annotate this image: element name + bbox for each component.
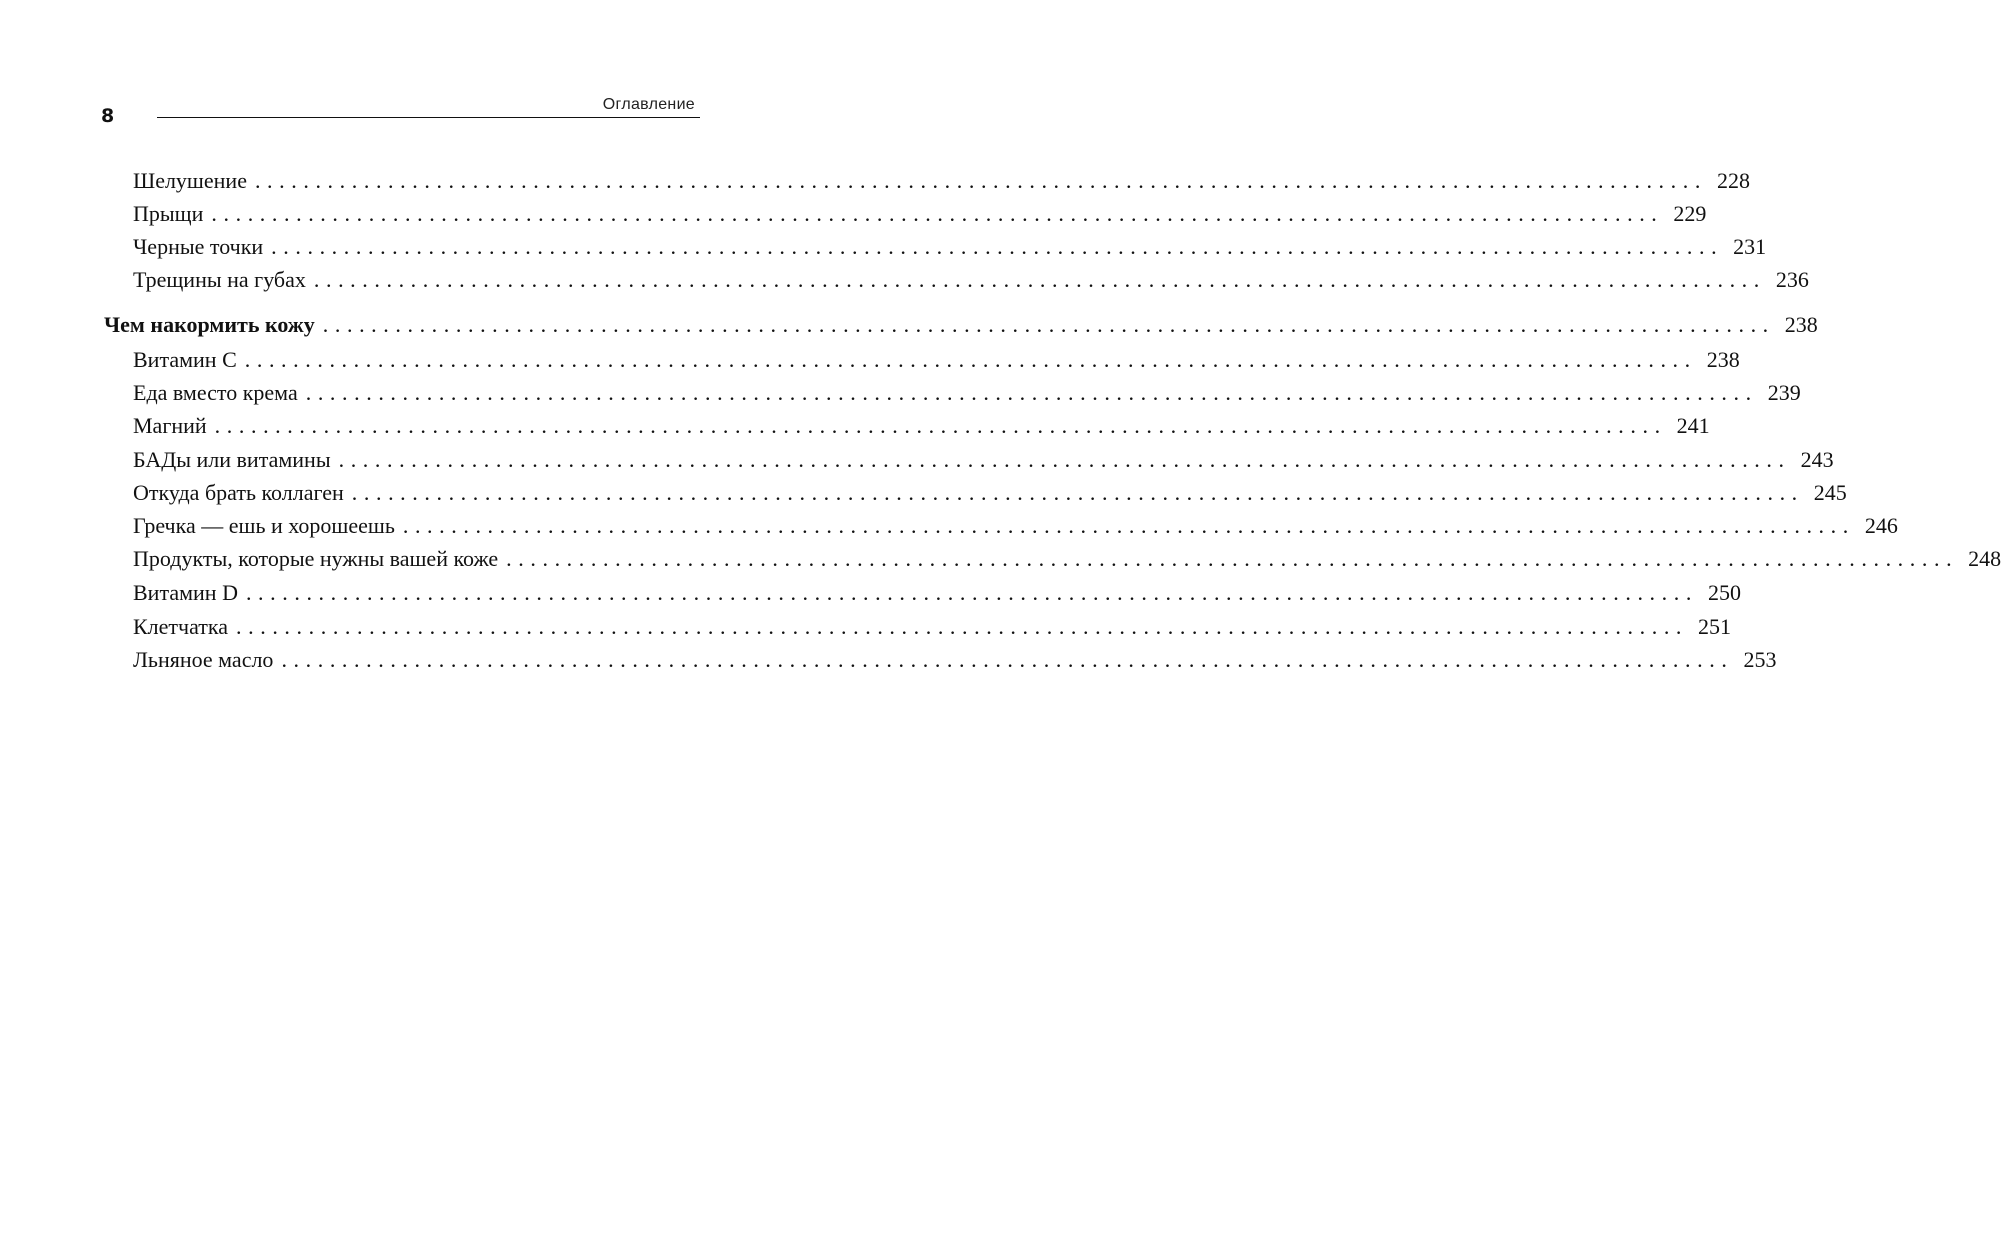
toc-entry[interactable]: [133, 265, 1809, 295]
toc-entry-title: Шелушение: [133, 168, 247, 193]
toc-entry[interactable]: [133, 199, 1707, 229]
toc-entry[interactable]: [133, 478, 1847, 508]
toc-dot-leader: ........................................................................................................................: [245, 580, 1698, 605]
toc-entry-page: 246: [1864, 513, 1898, 538]
toc-entry-title: Витамин D: [133, 580, 238, 605]
toc-entry-page: 229: [1673, 201, 1707, 226]
toc-entry-title: Черные точки: [133, 234, 264, 259]
toc-entry[interactable]: [133, 544, 2001, 574]
toc-dot-leader: ........................................................................................................................: [338, 447, 1791, 472]
toc-entry[interactable]: [133, 378, 1801, 408]
toc-dot-leader: ........................................................................................................................: [305, 380, 1758, 405]
page-number: 8: [101, 105, 115, 127]
toc-entry-title: Льняное масло: [133, 647, 274, 672]
toc-dot-leader: ........................................................................................................................: [402, 513, 1855, 538]
toc-entry[interactable]: [133, 345, 1740, 375]
toc-dot-leader: ........................................................................................................................: [271, 234, 1724, 259]
toc-section-title: Чем накормить кожу: [104, 312, 315, 337]
toc-entry-title: БАДы или витамины: [133, 447, 331, 472]
toc-entry-title: Еда вместо крема: [133, 380, 298, 405]
toc-entry-title: Прыщи: [133, 201, 204, 226]
toc-dot-leader: ........................................................................................................................: [236, 614, 1689, 639]
toc-entry-page: 243: [1800, 447, 1834, 472]
toc-entry[interactable]: [133, 166, 1750, 196]
toc-entry-page: 253: [1743, 647, 1777, 672]
toc-dot-leader: ........................................................................................................................: [281, 647, 1734, 672]
toc-entry-title: Гречка — ешь и хорошеешь: [133, 513, 395, 538]
toc-entry[interactable]: [133, 612, 1732, 642]
toc-entry-page: 239: [1767, 380, 1801, 405]
toc-entry-title: Клетчатка: [133, 614, 229, 639]
toc-entry-title: Откуда брать коллаген: [133, 480, 344, 505]
toc-dot-leader: ........................................................................................................................: [254, 168, 1707, 193]
toc-entry[interactable]: [133, 578, 1741, 608]
toc-entry[interactable]: [133, 232, 1767, 262]
toc-dot-leader: ........................................................................................................................: [351, 480, 1804, 505]
toc-entry-page: 251: [1698, 614, 1732, 639]
toc-entry-title: Магний: [133, 413, 207, 438]
toc-dot-leader: ........................................................................................................................: [322, 312, 1775, 337]
toc-entry[interactable]: [133, 411, 1710, 441]
toc-entry-title: Трещины на губах: [133, 267, 306, 292]
toc-entry[interactable]: [133, 445, 1834, 475]
toc-entry-page: 245: [1813, 480, 1847, 505]
toc-dot-leader: ........................................................................................................................: [506, 546, 1959, 571]
toc-entry-page: 248: [1968, 546, 2001, 571]
toc-dot-leader: ........................................................................................................................: [244, 347, 1697, 372]
toc-section-entry[interactable]: [104, 310, 1818, 340]
toc-dot-leader: ........................................................................................................................: [214, 413, 1667, 438]
running-head-title: Оглавление: [602, 96, 695, 113]
toc-entry-page: 238: [1706, 347, 1740, 372]
toc-dot-leader: ........................................................................................................................: [211, 201, 1664, 226]
toc-section-page: 238: [1784, 312, 1818, 337]
toc-entry[interactable]: [133, 511, 1898, 541]
toc-entry-page: 236: [1775, 267, 1809, 292]
toc-entry-title: Витамин С: [133, 347, 237, 372]
header-rule: [157, 117, 700, 118]
toc-entry-page: 250: [1707, 580, 1741, 605]
toc-entry-title: Продукты, которые нужны вашей коже: [133, 546, 499, 571]
toc-entry[interactable]: [133, 645, 1777, 675]
toc-entry-page: 228: [1716, 168, 1750, 193]
toc-entry-page: 231: [1733, 234, 1767, 259]
toc-dot-leader: ........................................................................................................................: [313, 267, 1766, 292]
toc-entry-page: 241: [1676, 413, 1710, 438]
